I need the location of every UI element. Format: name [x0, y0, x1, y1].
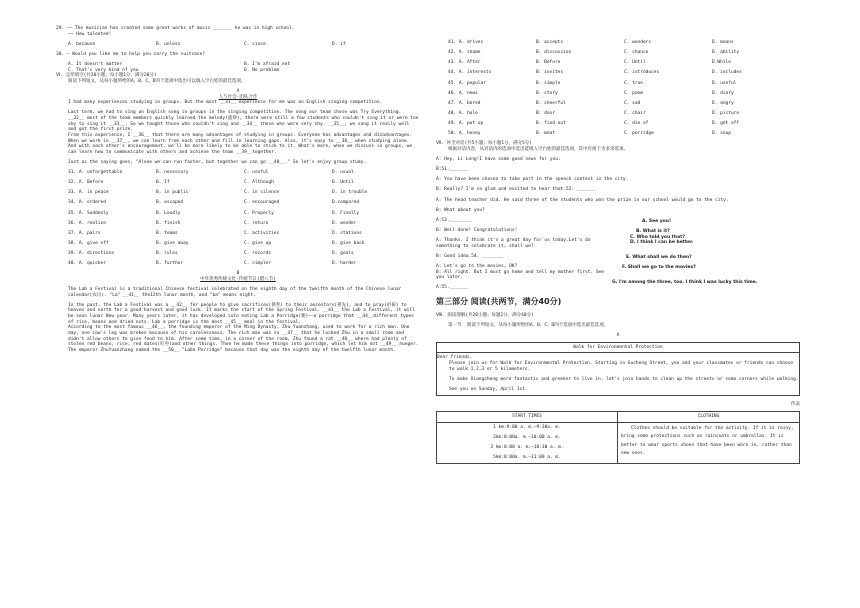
option: B. find out	[536, 121, 566, 126]
option: D. soup	[712, 131, 731, 137]
passage-a-title: 人与社会·团队合作	[218, 94, 258, 100]
option-row	[56, 170, 420, 176]
option: C. activities	[244, 230, 280, 236]
option: 45. A. popular	[448, 80, 486, 86]
choice: G. I'm among the three, too. I think I was lucky this time.	[612, 279, 758, 285]
option: C. introduces	[624, 70, 660, 76]
option: C. simpler	[244, 261, 272, 267]
walk-details-table	[436, 411, 800, 464]
option: C. die of	[624, 121, 649, 126]
option: C. in silence	[244, 190, 280, 196]
option: C. encouraged	[244, 200, 280, 206]
option: 50. A. honey	[448, 131, 481, 137]
option: C. records	[244, 251, 272, 256]
option: B. door	[536, 110, 555, 116]
notice-paragraph: Please join us for Walk for Environmental Protection. Starting in Gucheng Street, you and your classmates or friends can choose to walk 1,2,3 or 5 kilometers.	[449, 361, 796, 372]
dialog-line: A: Let's go to the movies, OK?	[436, 263, 518, 269]
option: 31. A. unforgettable	[68, 170, 123, 175]
option: C. wonders	[624, 40, 652, 45]
option: B. I'm afraid not	[244, 62, 291, 67]
option: 34. A. ordered	[68, 200, 106, 206]
option: C. Until	[624, 60, 646, 66]
option-row	[56, 261, 420, 267]
dialog-block	[436, 157, 800, 291]
option: D. if	[332, 41, 346, 47]
option: 39. A. directions	[68, 251, 115, 256]
passage-b-title: 中华优秀传统文化·传统节日(腊八节)	[200, 276, 276, 282]
option: B. further	[156, 261, 184, 267]
passage-paragraph: From this experience, I __36__ that there are many advantages of studying in groups. Everyone has advantages and disadvantages. When we work in __37__, we can learn from each other and fill in learning gaps. Also, it's easy to __38__ when studying alone. And with each other's encouragement, we'll be more likely to be able to stick to it. What's more, when we discuss in groups, we can learn how to communicate with others and achieve the team __39__together.	[68, 132, 415, 155]
option: C. That's very kind of you	[68, 67, 139, 73]
option: B. Loudly	[156, 210, 181, 216]
option: D.While	[712, 60, 731, 66]
option: D. usual	[332, 170, 354, 175]
dialog-line: B:51._______	[436, 167, 469, 173]
option: B. in public	[156, 190, 189, 196]
option-row	[436, 70, 800, 76]
option: B. unless	[156, 41, 181, 47]
start-time: 5km:8:00a. m.—11:00 a. m.	[493, 455, 561, 461]
option: C. chair	[624, 110, 646, 116]
option: A. It doesn't matter	[68, 62, 123, 67]
question-30: 30. — Would you like me to help you carry the suitcase?	[56, 51, 206, 57]
option: D. includes	[712, 70, 742, 76]
choice: E. What shall we do then?	[626, 255, 692, 260]
option: 32. A. Before	[68, 180, 104, 186]
notice-paragraph: See you on Sunday, April 1st.	[449, 386, 528, 392]
dialog-line: A: You have been chosen to take part in the speech contest in the city.	[436, 177, 629, 183]
option-row	[436, 50, 800, 56]
option: C. sad	[624, 100, 641, 106]
option: 44. A. interests	[448, 70, 492, 76]
start-time: 1 km:9:00 a. m.—9:30a. m.	[493, 424, 561, 430]
option-row	[56, 200, 420, 206]
option: 35. A. Suddenly	[68, 210, 109, 216]
option: B. simple	[536, 80, 561, 86]
dialog-line: A: Hey, Li Long!I have some good news for you.	[436, 157, 561, 162]
option: D. diary	[712, 90, 734, 96]
choice: F. Shall we go to the movies?	[622, 265, 696, 271]
walk-notice-title: Walk for Environmental Protection	[437, 343, 799, 354]
option-row	[56, 221, 420, 227]
option-row	[436, 40, 800, 46]
notice-greeting: Dear friends,	[437, 355, 473, 361]
choice: C. Who told you that?	[630, 234, 685, 240]
choice: B. What is it?	[636, 229, 670, 235]
option: 49. A. put up	[448, 121, 484, 126]
passage-a-label: A	[236, 89, 240, 94]
section-6-instructions: 阅读下列短文，从每小题所给的A、B、C、D四个选项中选出可以填入空白处的最佳选项。	[68, 78, 246, 84]
choice: A. See you!	[642, 219, 672, 224]
option: 48. A. hole	[448, 110, 478, 116]
left-column	[56, 26, 420, 353]
dialog-line: B: Well done! Congratulations!	[436, 227, 518, 233]
question-29-reply: —— How talented!	[68, 31, 112, 37]
section-7-title: Ⅶ. 补全对话(共5小题；每小题1分，满分5分)	[436, 141, 533, 147]
option: B. story	[536, 90, 558, 96]
question-29-options	[56, 42, 420, 48]
option-row	[436, 101, 800, 107]
clothing-text-wrap	[618, 423, 799, 461]
option: D. goals	[332, 251, 354, 256]
passage-b-label: B	[236, 271, 240, 277]
option: 41. A. drives	[448, 40, 484, 45]
notice-paragraph: To make Xiangcheng more fantastic and greener to live in, let's join hands to clean up the streets or some corners while walking.	[449, 376, 799, 382]
passage-paragraph: The Lab a Festival is a traditional Chinese festival celebrated on the eighth day of the twelfth month of the Chinese lunar calendar(农历). "La" __41__ the12th lunar month, and "ba" means eight.	[68, 287, 404, 298]
option: C. useful	[244, 170, 269, 175]
choice: D. I think I can be better.	[630, 240, 694, 246]
option: 42. A. shame	[448, 50, 481, 56]
option: C. since	[244, 41, 266, 47]
option-row	[56, 251, 420, 257]
passage-paragraph: In the past, the Lab a Festival was a __42__ for people to give sacrifices(供奉) to their ancestors(祖先), and to pray(祈祷) to heaven and earth for a good harvest and good luck. It marks the start of the Spring Festival. __43__ the Lab a Festival, it will be soon lunar New year. Many years later, it has developed into eating Lab a Porridge(粥)——a porridge that __44__different types of rice, beans and dried nuts. Lab a porridge is the most __45__ meal in the festival.	[68, 302, 418, 325]
dialog-line: A:53.________	[436, 217, 472, 223]
option: 46. A. news	[448, 90, 478, 96]
start-times-heading: START TIMES	[437, 412, 617, 423]
option: B. discussion	[536, 50, 572, 56]
option: B. Before	[536, 60, 561, 66]
clothing-heading: CLOTHING	[618, 412, 799, 423]
option-row	[436, 91, 800, 97]
option: C. return	[244, 220, 269, 226]
option: C. chance	[624, 50, 649, 56]
section-7-instructions: 根据对话内容，从对话内的选项中选出能填入空白处的最佳选项，其中有两个为多余选项。	[448, 146, 628, 152]
table-tag: 传表	[791, 401, 800, 407]
clothing-cell	[618, 412, 799, 463]
option: C. Properly	[244, 210, 274, 216]
option-row	[56, 190, 420, 196]
start-times-cell	[437, 412, 618, 463]
option: D. useful	[712, 80, 737, 86]
part-3-title: 第三部分 阅读(共两节，满分40分)	[436, 296, 562, 306]
option: B. finish	[156, 220, 181, 226]
option-row	[56, 211, 420, 217]
question-29: 29. —— The musician has created some great works of music _______ he was in high school.	[56, 26, 295, 31]
option: D. in trouble	[332, 190, 368, 196]
option: D. means	[712, 40, 734, 45]
option: D. angry	[712, 100, 734, 106]
question-30-options	[56, 62, 420, 73]
passage-paragraph: According to the most famous __46__, the founding emperor of the Ming Dynasty, Zhu Yuanzhang, used to work for a rich man. One day, one cow's leg was broken because of his carelessness. The rich man was so __47__ that he locked Zhu in a small room and didn't allow others to give food to him. After some time, in a corner of the room, Zhu found a rat __48__ where had plenty of stolen red beans, rice, red dates(红枣)and other things. Then he made these things into porridge, which let him not __49__ hunger. The emperor ZhuYuanzhang named the __50__ "Laba Porridge" because that day was the eighth day of the twelfth lunar month.	[68, 325, 422, 353]
section-6-title: Ⅵ. 完形填空(共20小题；每小题1分，满分20分)	[56, 73, 157, 79]
option: B. accepts	[536, 40, 564, 45]
option: B. cheerful	[536, 100, 566, 106]
dialog-line: B: All right. But I must go home and tell my mother first. See you later.	[436, 269, 607, 281]
option-row	[436, 131, 800, 137]
passage-paragraph: I had many experiences studying in groups. But the most __31__ experience for me was an English singing competition.	[68, 100, 383, 106]
passage-c-label: A	[616, 333, 620, 339]
dialog-choices	[612, 219, 802, 285]
option: B. If	[156, 180, 170, 186]
option-row	[436, 81, 800, 87]
start-times-list	[437, 423, 617, 463]
section-8-title: Ⅷ. 阅读理解(共20小题；每题2分，满分40分)	[436, 312, 534, 318]
option: C. give up	[244, 240, 272, 246]
start-time: 3 km:8:00 a. m.—10:30 a. m.	[490, 445, 564, 450]
option: D. stations	[332, 230, 362, 236]
option: D. Finally	[332, 210, 360, 216]
option: C. poem	[624, 90, 643, 96]
passage-paragraph: Just as the saying goes, "Alone we can run faster, but together we can go __40__." So let's enjoy group study.	[68, 159, 367, 165]
clothing-text: Clothes should be suitable for the activity. If it is rainy, bring some protections such as raincoats or umbrellas. It is better to wear sports shoes that have been worn in, rather than new ones.	[621, 425, 797, 457]
walk-notice	[436, 342, 800, 396]
option-row	[436, 60, 800, 66]
option: D. wonder	[332, 220, 357, 226]
walk-notice-body	[437, 353, 799, 394]
option-row	[56, 180, 420, 186]
dialog-line: A:55._______	[436, 285, 469, 291]
option: 33. A. in peace	[68, 190, 109, 196]
option: 47. A. bored	[448, 100, 481, 106]
option: D.compared	[332, 200, 360, 206]
right-column	[436, 40, 800, 464]
option: C. true	[624, 80, 643, 86]
option: B. meat	[536, 131, 555, 137]
option: D. No problem	[244, 67, 280, 73]
option: D. ability	[712, 50, 740, 56]
dialog-line: B: Good idea.54. ________	[436, 253, 504, 259]
option: B. escaped	[156, 200, 184, 206]
option: B. invites	[536, 70, 564, 76]
option-row	[56, 241, 420, 247]
option-row	[56, 231, 420, 237]
option: 38. A. give off	[68, 240, 109, 246]
option: B. give away	[156, 240, 189, 246]
option: A. because	[68, 41, 96, 47]
option-row	[436, 121, 800, 127]
dialog-line: A: The head teacher did. He said three of the students who won the prize in our school would go to the city.	[436, 197, 729, 203]
option: 36. A. realize	[68, 220, 106, 226]
option: D. get off	[712, 121, 740, 126]
option: D. Until	[332, 180, 354, 186]
option-row	[436, 111, 800, 117]
cloze-options-continued	[436, 40, 800, 137]
option: B. teams	[156, 230, 178, 236]
option: B. rules	[156, 251, 178, 256]
option: C. porridge	[624, 131, 654, 137]
passage-paragraph: Last term, we had to sing an English song in groups in the singing competition. The song our team chose was Try Everything. __32__ most of the team members quickly learned the melody(旋律), there were still a few students who couldn't sing it or were too shy to sing it __33__. So we taught those who couldn't sing and __34__ those who were very shy. __35__, we sang it really well and got the first prize.	[68, 110, 422, 133]
start-time: 2km:8:00a. m.—10:00 a. m.	[493, 434, 561, 440]
section-8-instructions: 第一节 阅读下列短文，从每小题所给的A、B、C、D四个选项中选出最佳选项。	[448, 323, 609, 328]
option: B. necessary	[156, 170, 189, 175]
option: 43. A. After	[448, 60, 481, 66]
option: D. give back	[332, 240, 365, 246]
option: D. picture	[712, 110, 740, 116]
dialog-line: A: Thanks. I think it's a great day for us today.Let's do something to celebrate it, shall we?	[436, 238, 594, 249]
dialog-line: B: Really? I'm so glad and excited to hear that.52. _______	[436, 187, 596, 193]
dialog-line: B: What about you?	[436, 207, 485, 213]
option: 37. A. pairs	[68, 230, 101, 236]
option: 40. A. quicker	[68, 261, 106, 267]
option: C. Although	[244, 180, 274, 186]
option: D. harder	[332, 261, 357, 267]
cloze-options	[56, 170, 420, 267]
